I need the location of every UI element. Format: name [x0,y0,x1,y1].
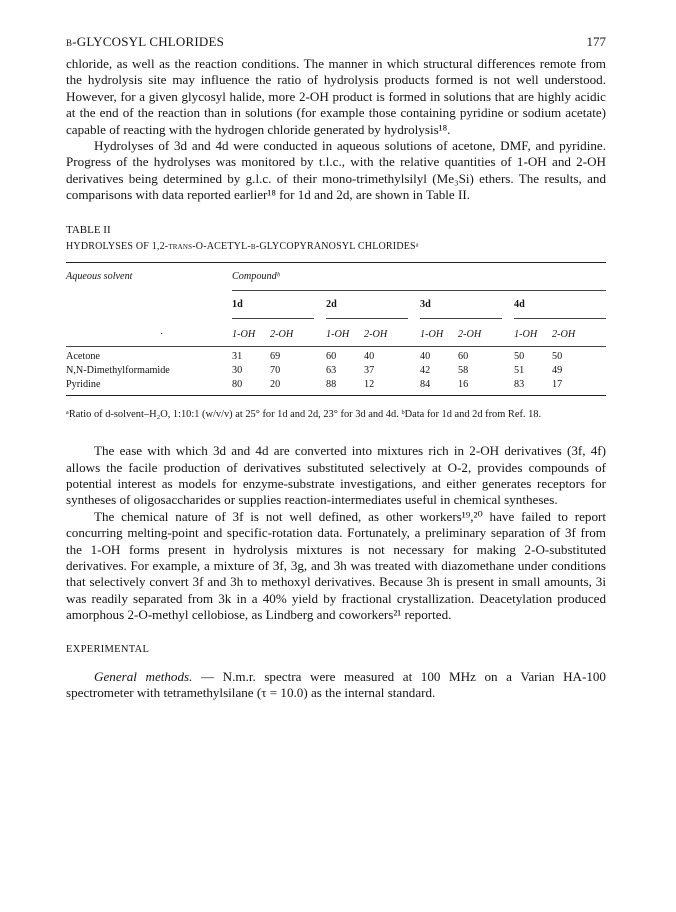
sub-1oh: 1-OH [326,329,350,341]
table-row [66,364,606,378]
sub-2oh: 2-OH [552,329,576,341]
cell-value: 80 [232,379,243,391]
cell-value: 69 [270,351,281,363]
paragraph-3: The ease with which 3d and 4d are converted into mixtures rich in 2-OH derivatives (3f, 4f) allows the facile production of derivatives substituted selectively at O-2, provides compounds of potential interest as models for enzyme-substrate investigations, and either generates receptors for syntheses of oligosaccharides or supplies reaction-intermediates useful in chemical syntheses. [66,443,606,508]
cell-value: 60 [326,351,337,363]
paragraph-2: Hydrolyses of 3d and 4d were conducted in aqueous solutions of acetone, DMF, and pyridine. Progress of the hydrolyses was monitored by t.l.c., with the relative quantities of 1-OH and 2-OH derivatives being determined by g.l.c. of their mono-trimethylsilyl (Me₃Si) ethers. The results, and comparisons with data reported earlier¹⁸ for 1d and 2d, are shown in Table II. [66,138,606,203]
paragraph-5-text: — N.m.r. spectra were measured at 100 MHz on a Varian HA-100 spectrometer with tetramethylsilane (τ = 10.0) as the internal standard. [66,668,606,701]
paragraph-5 [66,669,606,702]
cell-value: 60 [458,351,469,363]
running-header [66,34,606,56]
cell-value: 50 [514,351,525,363]
header-compound: Compoundᵇ [232,271,280,283]
cell-value: 83 [514,379,525,391]
table-footnote: ᵃRatio of d-solvent–H₂O, 1:10:1 (w/v/v) at 25° for 1d and 2d, 23° for 3d and 4d. ᵇData for 1d and 2d from Ref. 18. [66,408,542,420]
compound-2d: 2d [326,299,337,311]
cell-value: 88 [326,379,337,391]
paragraph-5-lead: General methods. [94,668,193,684]
compound-3d: 3d [420,299,431,311]
page-number: 177 [586,34,606,49]
data-table [66,256,606,400]
paragraph-4: The chemical nature of 3f is not well defined, as other workers¹⁹,²⁰ have failed to report concurring melting-point and specific-rotation data. Fortunately, a preliminary separation of 3f from the 1-OH forms present in hydrolysis mixtures is not necessary for making 2-O-substituted derivatives. For example, a mixture of 3f, 3g, and 3h was treated with diazomethane under conditions that selectively convert 3f and 3h to methoxyl derivatives. Because 3h is present in small amounts, 3i was readily separated from 3k in a 40% yield by fractional crystallization. Deacetylation produced amorphous 2-O-methyl cellobiose, as Lindberg and coworkers²¹ reported. [66,508,606,623]
table-row [66,350,606,364]
cell-value: 58 [458,365,469,377]
cell-value: 70 [270,365,281,377]
cell-value: 63 [326,365,337,377]
running-title: β-GLYCOSYL CHLORIDES [66,34,225,49]
section-title: EXPERIMENTAL [66,643,150,655]
row-solvent: N,N-Dimethylformamide [66,365,170,377]
row-solvent: Acetone [66,351,100,363]
header-dot: · [160,329,164,341]
sub-2oh: 2-OH [364,329,388,341]
compound-4d: 4d [514,299,525,311]
cell-value: 17 [552,379,563,391]
cell-value: 16 [458,379,469,391]
cell-value: 51 [514,365,525,377]
sub-2oh: 2-OH [458,329,482,341]
table-title: HYDROLYSES OF 1,2-trans-O-ACETYL-β-GLYCOPYRANOSYL CHLORIDESᵃ [66,240,419,252]
sub-1oh: 1-OH [232,329,256,341]
cell-value: 50 [552,351,563,363]
cell-value: 31 [232,351,243,363]
cell-value: 84 [420,379,431,391]
page [66,34,606,701]
table-row [66,378,606,392]
row-solvent: Pyridine [66,379,101,391]
cell-value: 37 [364,365,375,377]
cell-value: 12 [364,379,375,391]
cell-value: 42 [420,365,431,377]
cell-value: 20 [270,379,281,391]
cell-value: 49 [552,365,563,377]
sub-2oh: 2-OH [270,329,294,341]
cell-value: 30 [232,365,243,377]
paragraph-1: chloride, as well as the reaction conditions. The manner in which structural differences remote from the hydrolysis site may influence the ratio of hydrolysis products formed is not well understood. However, for a given glycosyl halide, more 2-OH product is formed in solutions that are highly acidic at the end of the reaction than in solutions (for example those containing pyridine or sodium acetate) capable of reacting with the hydrogen chloride generated by hydrolysis¹⁸. [66,56,606,137]
sub-1oh: 1-OH [420,329,444,341]
compound-1d: 1d [232,299,243,311]
cell-value: 40 [364,351,375,363]
sub-1oh: 1-OH [514,329,538,341]
cell-value: 40 [420,351,431,363]
table-label: TABLE II [66,223,111,236]
header-solvent: Aqueous solvent [66,271,133,283]
